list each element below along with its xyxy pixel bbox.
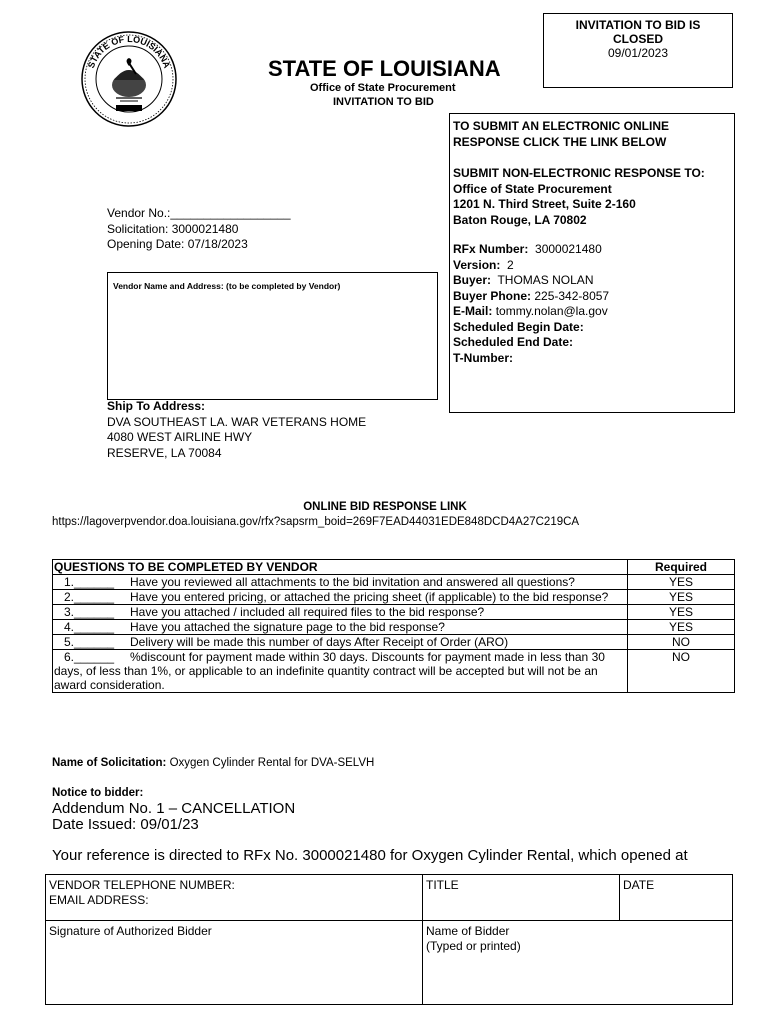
document-type: INVITATION TO BID: [333, 96, 434, 108]
question-row: [53, 620, 735, 635]
contact-row: [46, 875, 733, 921]
questions-table: [52, 559, 735, 693]
question-row: [53, 635, 735, 650]
ship-to-line2: 4080 WEST AIRLINE HWY: [107, 430, 253, 444]
version-value: 2: [507, 257, 514, 272]
date-label: DATE: [623, 878, 655, 892]
address-line3: Baton Rouge, LA 70802: [453, 212, 587, 227]
version-label: Version:: [453, 257, 501, 272]
question-number-field[interactable]: 1.______: [64, 575, 115, 589]
title-label: TITLE: [426, 878, 459, 892]
page-title: STATE OF LOUISIANA: [268, 56, 501, 81]
bidder-name-cell[interactable]: [423, 921, 733, 1005]
question-text: Have you attached the signature page to the bid response?: [130, 620, 445, 634]
email-value[interactable]: tommy.nolan@la.gov: [495, 304, 608, 318]
state-seal-logo: [80, 30, 178, 128]
opening-date: Opening Date: 07/18/2023: [107, 237, 248, 251]
question-required: NO: [628, 650, 735, 693]
buyer-label: Buyer:: [453, 273, 492, 287]
ship-to-label: Ship To Address:: [107, 399, 206, 413]
required-header: Required: [628, 560, 735, 575]
office-name: Office of State Procurement: [310, 82, 456, 94]
question-text: %discount for payment made within 30 days. Discounts for payment made in less than 30 days, of less than 1%, or applicable to an indefinite quantity contract will be accepted but will not be an award consideration.: [54, 650, 605, 692]
closed-notice-date: 09/01/2023: [607, 46, 669, 60]
signature-row: [46, 921, 733, 1005]
solicitation-name-value: Oxygen Cylinder Rental for DVA-SELVH: [169, 757, 375, 769]
question-required: NO: [628, 635, 735, 650]
buyer-phone-label: Buyer Phone:: [453, 288, 532, 303]
question-number-field[interactable]: 5.______: [64, 635, 115, 649]
closed-notice-line1: INVITATION TO BID IS: [575, 18, 701, 32]
signature-label: Signature of Authorized Bidder: [49, 924, 212, 938]
question-text: Have you reviewed all attachments to the bid invitation and answered all questions?: [130, 575, 575, 589]
buyer-row: [453, 273, 731, 289]
email-row: [453, 304, 731, 320]
buyer-phone-value: 225-342-8057: [534, 288, 610, 303]
buyer-phone-row: [453, 289, 731, 305]
ship-to-address: [107, 399, 366, 461]
question-row: [53, 605, 735, 620]
solicitation-number: Solicitation: 3000021480: [107, 221, 239, 236]
question-number-field[interactable]: 4.______: [64, 620, 115, 634]
vendor-phone-label: VENDOR TELEPHONE NUMBER:: [49, 878, 235, 892]
rfx-number-row: [453, 242, 731, 258]
addendum-info: [52, 801, 295, 833]
question-required: YES: [628, 575, 735, 590]
vendor-name-address-box[interactable]: [107, 272, 438, 400]
t-number-label: T-Number:: [453, 350, 513, 365]
question-number-field[interactable]: 3.______: [64, 605, 115, 619]
signature-table: [45, 874, 733, 1005]
question-row: [53, 650, 735, 693]
vendor-contact-cell[interactable]: [46, 875, 423, 921]
online-bid-link[interactable]: https://lagoverpvendor.doa.louisiana.gov/rfx?sapsrm_boid=269F7EAD44031EDE848DCD4A27C219CA: [52, 516, 580, 528]
reference-text: Your reference is directed to RFx No. 3000021480 for Oxygen Cylinder Rental, which opened at: [52, 847, 688, 864]
question-text: Delivery will be made this number of days After Receipt of Order (ARO): [130, 635, 509, 649]
question-row: [53, 575, 735, 590]
email-address-label: EMAIL ADDRESS:: [49, 893, 149, 907]
svg-text:STATE OF LOUISIANA: STATE OF LOUISIANA: [85, 33, 173, 70]
questions-header: QUESTIONS TO BE COMPLETED BY VENDOR: [53, 560, 628, 575]
solicitation-name-label: Name of Solicitation:: [52, 757, 167, 769]
solicitation-name: [52, 757, 374, 769]
address-line2: 1201 N. Third Street, Suite 2-160: [453, 197, 636, 211]
question-required: YES: [628, 605, 735, 620]
closed-notice-box: [543, 13, 733, 88]
ship-to-line1: DVA SOUTHEAST LA. WAR VETERANS HOME: [107, 414, 367, 429]
bidder-name-label: Name of Bidder: [426, 924, 510, 938]
title-cell[interactable]: [423, 875, 620, 921]
closed-notice-line2: CLOSED: [612, 32, 663, 46]
electronic-instruction-line2: RESPONSE CLICK THE LINK BELOW: [453, 134, 667, 149]
date-issued: Date Issued: 09/01/23: [52, 816, 199, 833]
electronic-instruction-line1: TO SUBMIT AN ELECTRONIC ONLINE: [453, 119, 669, 133]
submission-info-box: [449, 113, 735, 413]
question-required: YES: [628, 590, 735, 605]
nonelectronic-heading: SUBMIT NON-ELECTRONIC RESPONSE TO:: [453, 166, 705, 180]
questions-header-row: [53, 560, 735, 575]
question-required: YES: [628, 620, 735, 635]
date-cell[interactable]: [620, 875, 733, 921]
online-link-title: ONLINE BID RESPONSE LINK: [303, 501, 467, 513]
signature-cell[interactable]: [46, 921, 423, 1005]
email-label: E-Mail:: [453, 304, 493, 318]
question-row: [53, 590, 735, 605]
question-number-field[interactable]: 6.______: [64, 650, 115, 664]
version-row: [453, 258, 731, 274]
ship-to-line3: RESERVE, LA 70084: [107, 445, 222, 460]
notice-label: Notice to bidder:: [52, 787, 144, 799]
vendor-number: Vendor No.:__________________: [107, 206, 291, 220]
rfx-number-value: 3000021480: [535, 242, 602, 256]
buyer-value: THOMAS NOLAN: [497, 273, 594, 287]
vendor-info: [107, 206, 291, 253]
rfx-number-label: RFx Number:: [453, 242, 529, 256]
vendor-box-label: Vendor Name and Address: (to be completed by Vendor): [113, 281, 341, 291]
bidder-name-sublabel: (Typed or printed): [426, 939, 521, 953]
addendum-title: Addendum No. 1 – CANCELLATION: [52, 800, 296, 817]
end-date-label: Scheduled End Date:: [453, 335, 574, 349]
address-line1: Office of State Procurement: [453, 181, 612, 196]
question-number-field[interactable]: 2.______: [64, 590, 115, 604]
question-text: Have you entered pricing, or attached the pricing sheet (if applicable) to the bid response?: [130, 590, 609, 604]
question-text: Have you attached / included all required files to the bid response?: [130, 605, 485, 619]
begin-date-label: Scheduled Begin Date:: [453, 319, 584, 334]
